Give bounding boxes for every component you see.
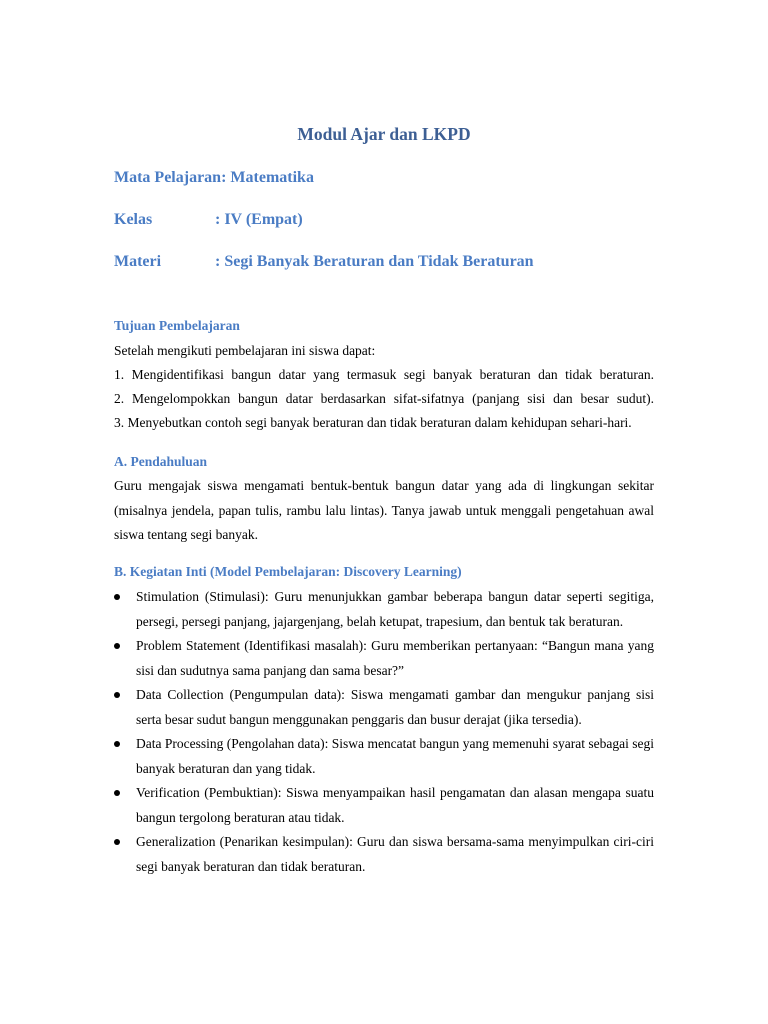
objectives-intro: Setelah mengikuti pembelajaran ini siswa dapat:: [114, 343, 376, 358]
list-item: Stimulation (Stimulasi): Guru menunjukkan gambar beberapa bangun datar seperti segitiga, persegi, persegi panjang, jajargenjang, belah ketupat, trapesium, dan bentuk tak beraturan.: [114, 585, 654, 634]
core-heading: B. Kegiatan Inti (Model Pembelajaran: Discovery Learning): [114, 564, 462, 579]
class-label: Kelas: [114, 211, 153, 228]
intro-paragraph: Guru mengajak siswa mengamati bentuk-bentuk bangun datar yang ada di lingkungan sekitar (misalnya jendela, papan tulis, rambu lalu lintas). Tanya jawab untuk menggali pengetahuan awal siswa tentang segi banyak.: [114, 478, 654, 542]
bullet-icon: [114, 741, 120, 747]
bullet-icon: [114, 643, 120, 649]
intro-heading: A. Pendahuluan: [114, 454, 208, 469]
bullet-icon: [114, 790, 120, 796]
subject-line: Mata Pelajaran: Matematika: [114, 169, 314, 186]
class-line: [114, 211, 303, 229]
document-title: Modul Ajar dan LKPD: [297, 124, 471, 144]
bullet-icon: [114, 839, 120, 845]
list-item: Problem Statement (Identifikasi masalah): Guru memberikan pertanyaan: “Bangun mana yang sisi dan sudutnya sama panjang dan sama besar?”: [114, 634, 654, 683]
bullet-icon: [114, 692, 120, 698]
list-item: Verification (Pembuktian): Siswa menyampaikan hasil pengamatan dan alasan mengapa suatu bangun tergolong beraturan atau tidak.: [114, 781, 654, 830]
objective-item: 1. Mengidentifikasi bangun datar yang termasuk segi banyak beraturan dan tidak beraturan.: [114, 367, 654, 382]
list-item: Generalization (Penarikan kesimpulan): Guru dan siswa bersama-sama menyimpulkan ciri-ciri segi banyak beraturan dan tidak beraturan.: [114, 830, 654, 879]
objective-item: 3. Menyebutkan contoh segi banyak beraturan dan tidak beraturan dalam kehidupan sehari-hari.: [114, 415, 632, 430]
core-activity-list: [114, 585, 654, 879]
bullet-icon: [114, 594, 120, 600]
list-item: Data Processing (Pengolahan data): Siswa mencatat bangun yang memenuhi syarat sebagai segi banyak beraturan dan yang tidak.: [114, 732, 654, 781]
objective-item: 2. Mengelompokkan bangun datar berdasarkan sifat-sifatnya (panjang sisi dan besar sudut).: [114, 391, 654, 406]
list-item: Data Collection (Pengumpulan data): Siswa mengamati gambar dan mengukur panjang sisi serta besar sudut bangun menggunakan penggaris dan busur derajat (jika tersedia).: [114, 683, 654, 732]
material-value: : Segi Banyak Beraturan dan Tidak Beraturan: [215, 253, 534, 270]
class-value: : IV (Empat): [215, 211, 303, 228]
objectives-heading: Tujuan Pembelajaran: [114, 318, 240, 333]
material-line: [114, 253, 534, 271]
material-label: Materi: [114, 253, 162, 270]
